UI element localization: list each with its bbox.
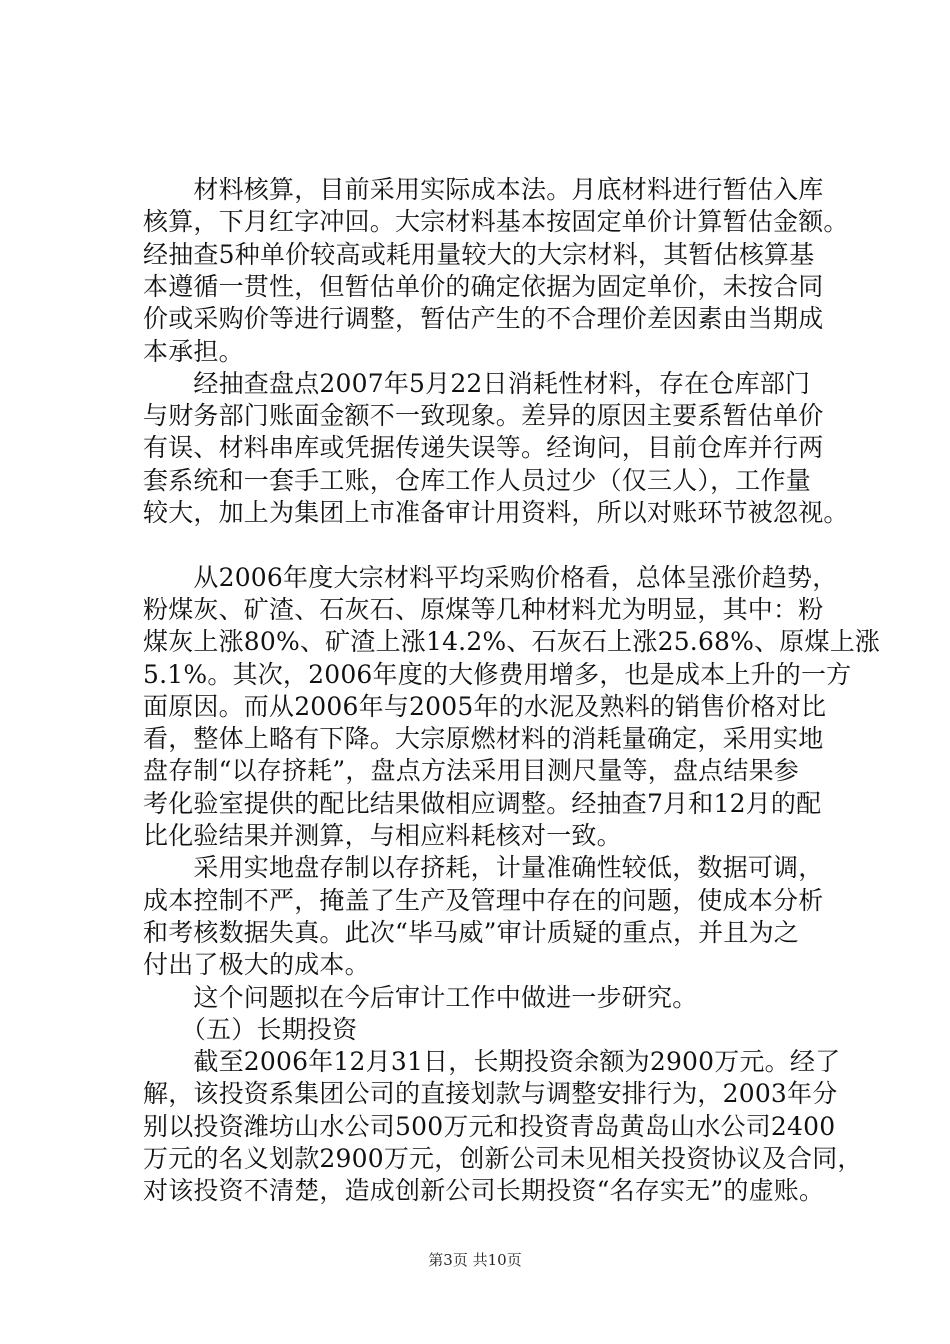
- text-line: 截至2006年12月31日，长期投资余额为2900万元。经了: [143, 1047, 841, 1077]
- text-line: 5.1%。其次，2006年度的大修费用增多，也是成本上升的一方: [143, 659, 852, 689]
- text-line: （五）长期投资: [143, 1014, 358, 1044]
- text-line: 与财务部门账面金额不一致现象。差异的原因主要系暂估单价: [143, 401, 824, 431]
- text-line: 对该投资不清楚，造成创新公司长期投资“名存实无”的虚账。: [143, 1176, 825, 1206]
- text-line: 面原因。而从2006年与2005年的水泥及熟料的销售价格对比: [143, 691, 827, 721]
- text-line: 从2006年度大宗材料平均采购价格看，总体呈涨价趋势，: [143, 562, 838, 592]
- page-footer: 第3页 共10页: [428, 1251, 522, 1269]
- text-line: 采用实地盘存制以存挤耗，计量准确性较低，数据可调，: [143, 853, 824, 883]
- text-line: 看，整体上略有下降。大宗原燃材料的消耗量确定，采用实地: [143, 724, 824, 754]
- text-line: 比化验结果并测算，与相应料耗核对一致。: [143, 821, 622, 850]
- text-line: 考化验室提供的配比结果做相应调整。经抽查7月和12月的配: [143, 788, 822, 818]
- text-line: 本承担。: [143, 336, 244, 366]
- text-line: 解，该投资系集团公司的直接划款与调整安排行为，2003年分: [143, 1079, 838, 1109]
- text-line: 价或采购价等进行调整，暂估产生的不合理价差因素由当期成: [143, 304, 824, 334]
- text-line: 别以投资潍坊山水公司500万元和投资青岛黄岛山水公司2400: [143, 1111, 836, 1141]
- text-line: 这个问题拟在今后审计工作中做进一步研究。: [143, 982, 698, 1012]
- text-line: 经抽查5种单价较高或耗用量较大的大宗材料，其暂估核算基: [143, 239, 815, 269]
- text-line: 核算，下月红字冲回。大宗材料基本按固定单价计算暂估金额。: [143, 207, 849, 237]
- text-line: 成本控制不严，掩盖了生产及管理中存在的问题，使成本分析: [143, 885, 824, 915]
- text-line: 本遵循一贯性，但暂估单价的确定依据为固定单价，未按合同: [143, 271, 824, 301]
- text-line: 较大，加上为集团上市准备审计用资料，所以对账环节被忽视。: [143, 498, 849, 527]
- text-line: [143, 529, 823, 561]
- text-line: 有误、材料串库或凭据传递失误等。经询问，目前仓库并行两: [143, 433, 824, 463]
- text-line: 套系统和一套手工账，仓库工作人员过少（仅三人），工作量: [143, 465, 811, 495]
- text-line: 煤灰上涨80%、矿渣上涨14.2%、石灰石上涨25.68%、原煤上涨: [143, 627, 881, 657]
- text-line: 经抽查盘点2007年5月22日消耗性材料，存在仓库部门: [143, 368, 811, 398]
- text-line: 和考核数据失真。此次“毕马威”审计质疑的重点，并且为之: [143, 917, 799, 947]
- text-line: 材料核算，目前采用实际成本法。月底材料进行暂估入库: [143, 175, 824, 204]
- text-line: 粉煤灰、矿渣、石灰石、原煤等几种材料尤为明显，其中：粉: [143, 594, 824, 624]
- text-line: 付出了极大的成本。: [143, 950, 370, 980]
- text-line: 万元的名义划款2900万元，创新公司未见相关投资协议及合同，: [143, 1144, 863, 1173]
- text-line: 盘存制“以存挤耗”，盘点方法采用目测尺量等，盘点结果参: [143, 756, 799, 786]
